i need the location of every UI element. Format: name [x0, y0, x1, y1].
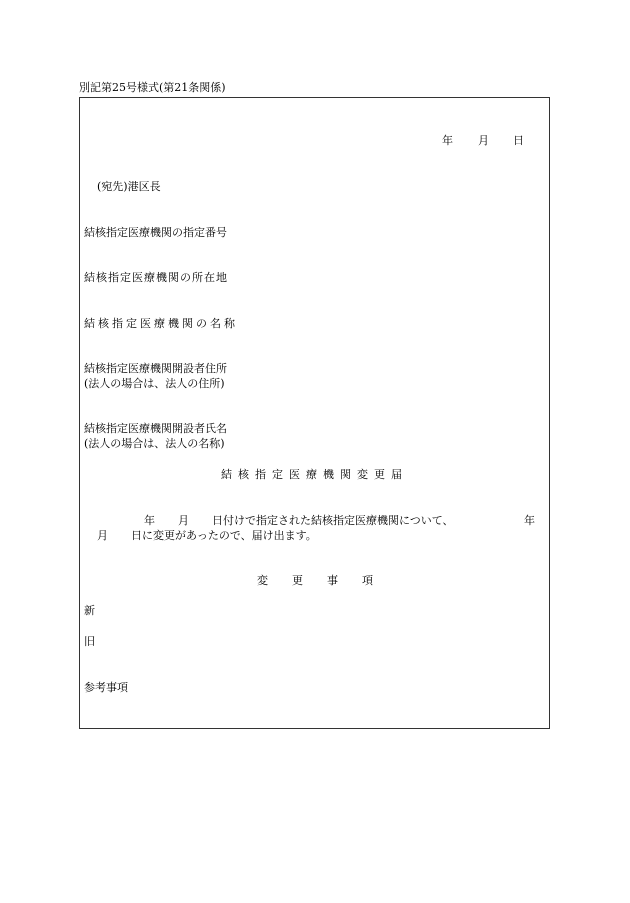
institution-name-label: 結核指定医療機関の名称	[84, 317, 238, 330]
new-label: 新	[84, 604, 95, 617]
document-title: 結核指定医療機関変更届	[221, 468, 408, 481]
reference-label: 参考事項	[84, 681, 128, 694]
changes-heading-char-4: 項	[362, 574, 373, 587]
founder-name-label: 結核指定医療機関開設者氏名	[84, 422, 227, 435]
body-text-part2: 日に変更があったので、届け出ます。	[131, 529, 317, 542]
changes-heading-char-3: 事	[327, 574, 338, 587]
old-label: 旧	[84, 635, 95, 648]
designation-number-label: 結核指定医療機関の指定番号	[84, 226, 227, 239]
body-year2: 年	[524, 514, 535, 527]
form-number-label: 別記第25号様式(第21条関係)	[79, 81, 226, 94]
body-month: 月	[178, 514, 189, 527]
body-text-part1: 日付けで指定された結核指定医療機関について、	[212, 514, 454, 527]
founder-address-note: (法人の場合は、法人の住所)	[84, 377, 225, 390]
date-day-label: 日	[513, 134, 524, 147]
location-label: 結核指定医療機関の所在地	[84, 271, 228, 284]
changes-heading-char-1: 変	[257, 574, 268, 587]
founder-address-label: 結核指定医療機関開設者住所	[84, 362, 227, 375]
body-year: 年	[144, 514, 155, 527]
date-month-label: 月	[478, 134, 489, 147]
date-year-label: 年	[442, 134, 453, 147]
body-month2: 月	[97, 529, 108, 542]
addressee: (宛先)港区長	[97, 180, 161, 193]
changes-heading-char-2: 更	[292, 574, 303, 587]
founder-name-note: (法人の場合は、法人の名称)	[84, 437, 225, 450]
